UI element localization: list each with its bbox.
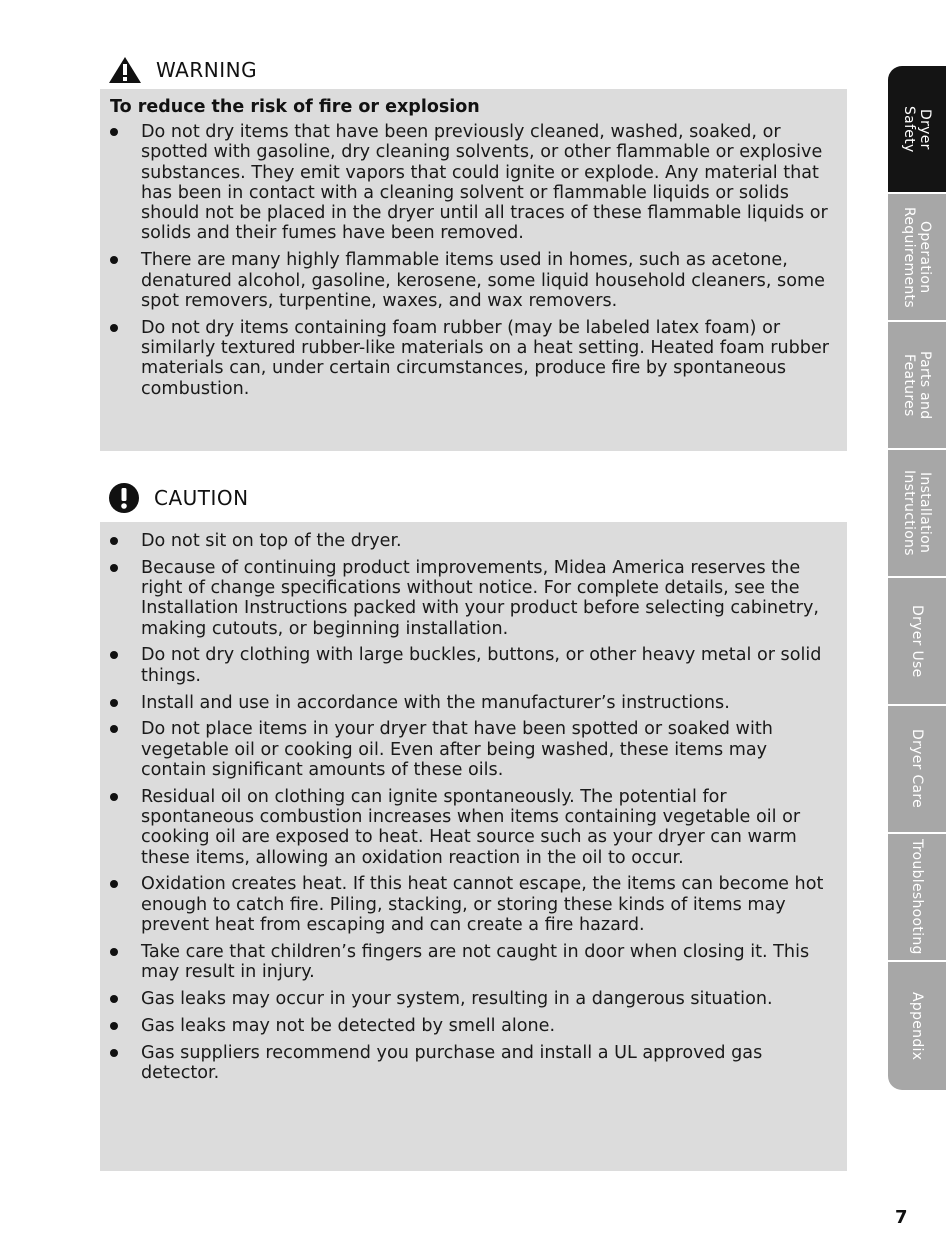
list-item [110, 989, 837, 1009]
tab-dryer-use[interactable] [888, 578, 946, 706]
warning-list [110, 122, 837, 399]
list-item-text: Gas leaks may occur in your system, resulting in a dangerous situation. [141, 988, 773, 1009]
list-item-text: Do not dry clothing with large buckles, buttons, or other heavy metal or solid things. [141, 645, 822, 686]
list-item [110, 1043, 837, 1084]
list-item [110, 787, 837, 868]
list-item-text: Take care that children’s fingers are not caught in door when closing it. This may result in injury. [141, 941, 810, 983]
list-item [110, 645, 837, 686]
warning-label: WARNING [156, 58, 258, 82]
bullet-icon [110, 537, 118, 545]
tab-label: Parts and Features [901, 350, 933, 420]
tab-label: Dryer Use [909, 604, 925, 678]
tab-label: Appendix [909, 991, 925, 1061]
tab-label: Operation Requirements [901, 206, 933, 308]
bullet-icon [110, 699, 118, 707]
list-item [110, 531, 837, 551]
tab-label: Dryer Safety [901, 105, 933, 153]
tab-parts-and-features[interactable] [888, 322, 946, 450]
bullet-icon [110, 564, 118, 572]
bullet-icon [110, 725, 118, 733]
bullet-icon [110, 256, 118, 264]
bullet-icon [110, 128, 118, 136]
list-item [110, 558, 837, 639]
page-number: 7 [895, 1207, 908, 1228]
warning-box-title: To reduce the risk of fire or explosion [110, 97, 480, 117]
section-tabs [888, 66, 946, 1090]
warning-box [100, 89, 847, 451]
tab-installation-instructions[interactable] [888, 450, 946, 578]
list-item [110, 942, 837, 983]
bullet-icon [110, 880, 118, 888]
warning-heading [108, 56, 257, 84]
bullet-icon [110, 1049, 118, 1057]
list-item [110, 250, 837, 311]
list-item [110, 874, 837, 935]
bullet-icon [110, 1022, 118, 1030]
bullet-icon [110, 651, 118, 659]
list-item [110, 122, 837, 244]
list-item-text: Do not dry items containing foam rubber (may be labeled latex foam) or similarly textured rubber-like materials on a heat setting. Heated foam rubber materials can, under certain circumstances, produce fire by spontaneous combustion. [141, 317, 830, 399]
caution-list [110, 531, 837, 1083]
list-item-text: Because of continuing product improvements, Midea America reserves the right of change specifications without notice. For complete details, see the Installation Instructions packed with your product before selecting cabinetry, making cutouts, or beginning installation. [141, 557, 819, 639]
list-item [110, 318, 837, 399]
list-item-text: Residual oil on clothing can ignite spontaneously. The potential for spontaneous combustion increases when items containing vegetable oil or cooking oil are exposed to heat. Heat source such as your dryer can warm these items, allowing an oxidation reaction in the oil to occur. [141, 786, 801, 868]
list-item [110, 693, 837, 713]
list-item-text: There are many highly flammable items used in homes, such as acetone, denatured alcohol, gasoline, kerosene, some liquid household cleaners, some spot removers, turpentine, waxes, and wax removers. [141, 250, 825, 311]
tab-label: Installation Instructions [901, 470, 933, 556]
caution-box [100, 522, 847, 1171]
bullet-icon [110, 948, 118, 956]
caution-label: CAUTION [154, 486, 249, 510]
list-item-text: Gas leaks may not be detected by smell alone. [141, 1015, 556, 1036]
list-item-text: Do not sit on top of the dryer. [141, 531, 402, 551]
list-item-text: Do not dry items that have been previously cleaned, washed, soaked, or spotted with gasoline, dry cleaning solvents, or other flammable or explosive substances. They emit vapors that could ignite or explode. Any material that has been in contact with a cleaning solvent or flammable liquids or solids should not be placed in the dryer until all traces of these flammable liquids or solids and their fumes have been removed. [141, 122, 828, 244]
tab-label: Dryer Care [909, 729, 925, 809]
bullet-icon [110, 324, 118, 332]
tab-troubleshooting[interactable] [888, 834, 946, 962]
list-item [110, 719, 837, 780]
warning-triangle-icon [108, 56, 142, 84]
bullet-icon [110, 995, 118, 1003]
list-item-text: Do not place items in your dryer that have been spotted or soaked with vegetable oil or cooking oil. Even after being washed, these items may contain significant amounts of these oils. [141, 719, 773, 780]
tab-appendix[interactable] [888, 962, 946, 1090]
list-item-text: Gas suppliers recommend you purchase and install a UL approved gas detector. [141, 1042, 763, 1083]
caution-heading [108, 482, 249, 514]
tab-operation-requirements[interactable] [888, 194, 946, 322]
exclamation-circle-icon [108, 482, 140, 514]
bullet-icon [110, 793, 118, 801]
tab-dryer-care[interactable] [888, 706, 946, 834]
tab-dryer-safety[interactable] [888, 66, 946, 194]
list-item-text: Oxidation creates heat. If this heat cannot escape, the items can become hot enough to catch fire. Piling, stacking, or storing these kinds of items may prevent heat from escaping and can create a fire hazard. [141, 874, 824, 936]
list-item [110, 1016, 837, 1036]
tab-label: Troubleshooting [909, 839, 925, 955]
list-item-text: Install and use in accordance with the manufacturer’s instructions. [141, 692, 730, 713]
